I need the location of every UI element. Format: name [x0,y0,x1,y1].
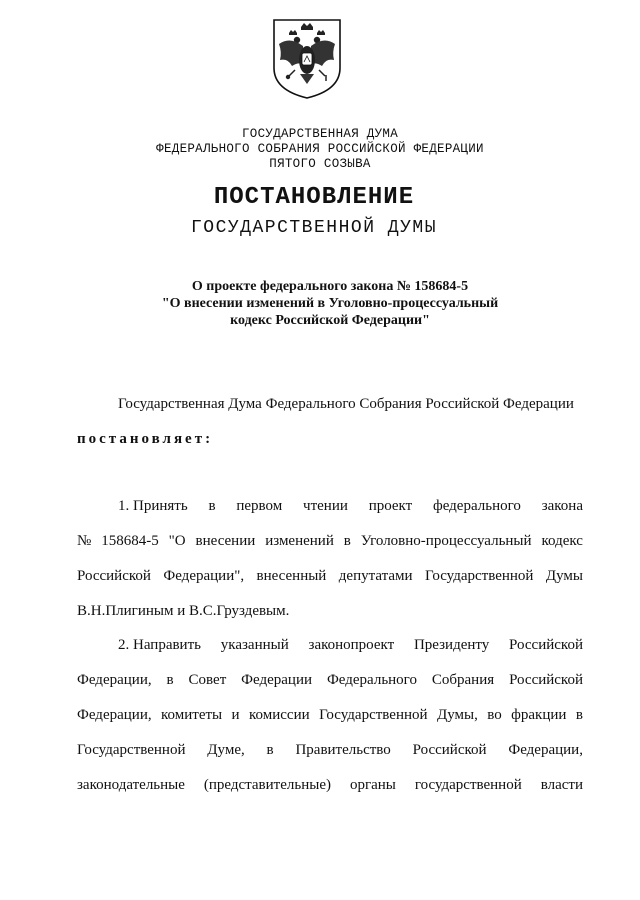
subject-line3: кодекс Российской Федерации" [230,313,430,328]
word: во [487,707,502,723]
word: внесении [195,533,256,549]
word: в [166,672,174,688]
word: Думы, [436,707,478,723]
word: Российской [77,568,151,584]
word: Федерального [326,672,417,688]
item1-line4: В.Н.Плигиным и В.С.Груздевым. [77,603,290,619]
word: Думы [545,568,583,584]
item1-line2 [77,532,583,550]
word: органы [349,777,396,793]
word: Российской [412,742,487,758]
item2-line1 [118,636,583,654]
word: изменений [265,533,334,549]
word: государственной [414,777,522,793]
word: законодательные [77,777,185,793]
item2-line2 [77,671,583,689]
word: в [208,498,216,514]
preamble-text: Государственная Дума Федерального Собрания Российской Федерации [118,396,574,412]
item1-line1 [118,497,583,515]
word: Федерации, [77,707,152,723]
item1-line3 [77,567,583,585]
org-name-line2: ФЕДЕРАЛЬНОГО СОБРАНИЯ РОССИЙСКОЙ ФЕДЕРАЦИИ [156,142,484,156]
word: Думе, [207,742,245,758]
word: в [575,707,583,723]
item2-line5 [77,776,583,794]
word: 158684-5 [101,533,159,549]
russian-coat-of-arms-emblem-icon [270,18,344,100]
word: Совет [188,672,227,688]
item2-line4 [77,741,583,759]
word: "О [168,533,186,549]
word: законопроект [308,637,395,653]
word: № [77,533,92,549]
subject-line1: О проекте федерального закона № 158684-5 [191,279,469,294]
word: (представительные) [203,777,331,793]
word: власти [540,777,583,793]
word: кодекс [541,533,583,549]
word: проект [368,498,413,514]
word: чтении [303,498,348,514]
word: Президенту [413,637,490,653]
word: федерального [433,498,521,514]
word: Государственной [77,742,186,758]
word: Российской [509,672,583,688]
item2-line3 [77,706,583,724]
word: Государственной [319,707,428,723]
word: внесенный [256,568,327,584]
word: Российской [509,637,583,653]
document-issuer: ГОСУДАРСТВЕННОЙ ДУМЫ [190,218,438,238]
word: и [231,707,240,723]
org-name-line1: ГОСУДАРСТВЕННАЯ ДУМА [241,127,399,141]
document-type-title: ПОСТАНОВЛЕНИЕ [213,184,415,211]
word: 1. Принять [118,498,188,514]
word: Федерации [241,672,313,688]
subject-line2: "О внесении изменений в Уголовно-процессуальный [161,296,499,311]
word: комитеты [161,707,223,723]
word: первом [236,498,283,514]
decides-keyword: постановляет: [77,431,214,447]
word: фракции [511,707,567,723]
org-convocation: ПЯТОГО СОЗЫВА [269,157,371,171]
word: Федерации, [77,672,152,688]
word: в [343,533,351,549]
word: Федерации", [163,568,245,584]
word: Федерации, [508,742,583,758]
word: депутатами [338,568,413,584]
word: указанный [220,637,289,653]
word: Государственной [424,568,534,584]
word: Правительство [295,742,391,758]
word: в [266,742,274,758]
word: комиссии [249,707,310,723]
word: 2. Направить [118,637,201,653]
word: Собрания [431,672,495,688]
word: Уголовно-процессуальный [360,533,532,549]
word: закона [541,498,583,514]
